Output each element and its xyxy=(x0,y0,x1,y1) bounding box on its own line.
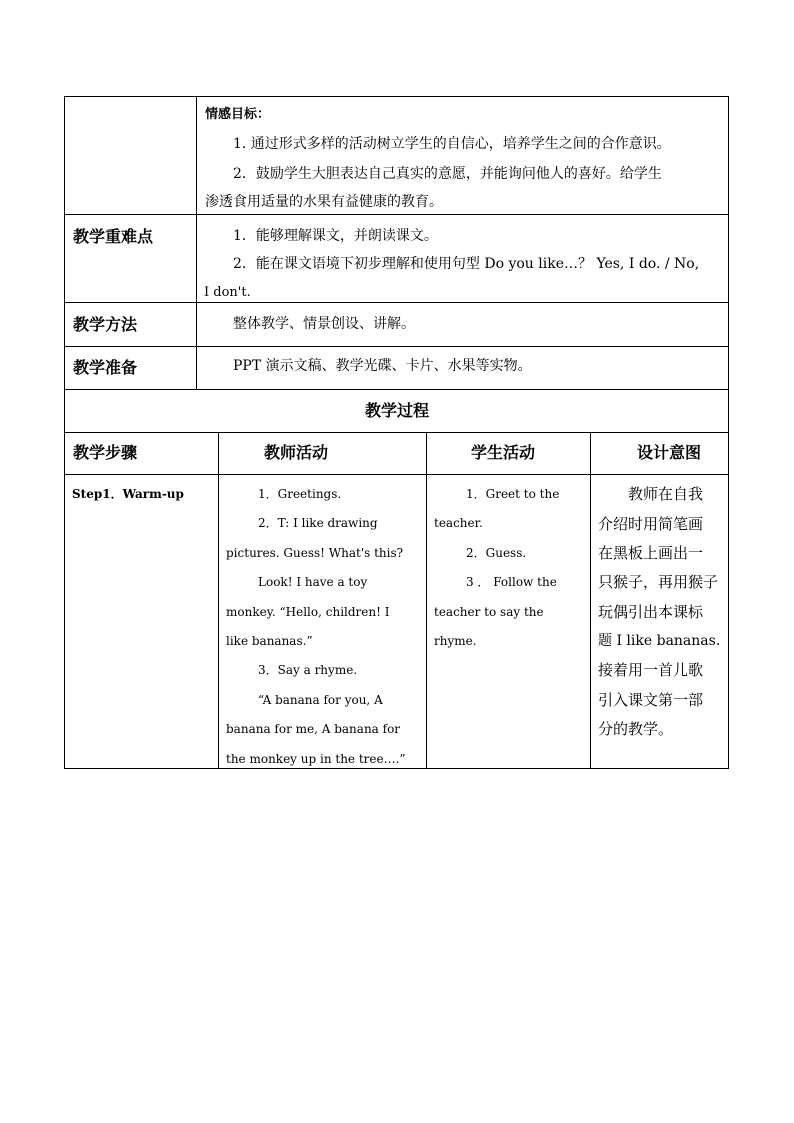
col-header-teacher: 教师活动 xyxy=(264,443,329,462)
teacher-line: like bananas.” xyxy=(226,634,313,648)
column-divider xyxy=(426,432,427,769)
intent-line: 教师在自我 xyxy=(628,485,704,503)
col-header-step: 教学步骤 xyxy=(73,443,138,462)
process-title: 教学过程 xyxy=(364,401,429,420)
intent-line: 只猴子，再用猴子 xyxy=(598,573,719,591)
teacher-line: banana for me, A banana for xyxy=(226,722,401,736)
column-divider xyxy=(590,432,591,769)
table-border-left xyxy=(64,96,65,769)
student-line: rhyme. xyxy=(434,634,477,648)
row-divider xyxy=(64,474,729,475)
preparation-label: 教学准备 xyxy=(73,358,138,377)
intent-line: 题 I like bananas. xyxy=(598,633,721,649)
emotion-goals-item-1: 1. 通过形式多样的活动树立学生的自信心，培养学生之间的合作意识。 xyxy=(233,136,671,152)
teacher-line: pictures. Guess! What's this? xyxy=(226,546,404,560)
student-line: teacher to say the xyxy=(434,605,544,619)
row-divider xyxy=(64,389,729,390)
intent-line: 介绍时用简笔画 xyxy=(598,515,704,533)
preparation-value: PPT 演示文稿、教学光碟、卡片、水果等实物。 xyxy=(233,358,532,374)
student-line: 3 ． Follow the xyxy=(466,575,557,589)
key-points-label: 教学重难点 xyxy=(73,227,154,246)
emotion-goals-item-2: 2．鼓励学生大胆表达自己真实的意愿，并能询问他人的喜好。给学生 xyxy=(233,166,662,182)
key-points-item-2-cont: I don't. xyxy=(204,285,251,300)
intent-line: 引入课文第一部 xyxy=(598,691,704,709)
teacher-line: Look! I have a toy xyxy=(258,575,368,589)
key-points-item-2: 2．能在课文语境下初步理解和使用句型 Do you like…？ Yes, I do. / No, xyxy=(233,256,700,272)
teacher-line: the monkey up in the tree….” xyxy=(226,752,406,766)
column-divider xyxy=(196,96,197,389)
emotion-goals-item-2-cont: 渗透食用适量的水果有益健康的教育。 xyxy=(205,194,443,210)
row-divider xyxy=(64,214,729,215)
teacher-line: monkey. “Hello, children! I xyxy=(226,605,390,619)
intent-line: 在黑板上画出一 xyxy=(598,544,704,562)
intent-line: 玩偶引出本课标 xyxy=(598,603,704,621)
student-line: 2．Guess. xyxy=(466,546,527,560)
row-divider xyxy=(64,302,729,303)
student-line: teacher. xyxy=(434,516,483,530)
student-line: 1．Greet to the xyxy=(466,487,560,501)
row-divider xyxy=(64,346,729,347)
methods-label: 教学方法 xyxy=(73,315,138,334)
col-header-intent: 设计意图 xyxy=(637,443,702,462)
key-points-item-1: 1．能够理解课文，并朗读课文。 xyxy=(233,228,438,244)
methods-value: 整体教学、情景创设、讲解。 xyxy=(233,316,415,332)
row-divider xyxy=(64,432,729,433)
teacher-line: 1．Greetings. xyxy=(258,487,342,501)
intent-line: 分的教学。 xyxy=(598,720,674,738)
col-header-student: 学生活动 xyxy=(471,443,536,462)
teacher-line: 2．T: I like drawing xyxy=(258,516,378,530)
table-border-bottom xyxy=(64,768,729,769)
teacher-line: “A banana for you, A xyxy=(258,693,383,707)
table-border-top xyxy=(64,96,729,97)
step-label: Step1．Warm-up xyxy=(72,487,184,501)
intent-line: 接着用一首儿歌 xyxy=(598,661,704,679)
column-divider xyxy=(218,432,219,769)
emotion-goals-label: 情感目标： xyxy=(205,107,271,122)
table-border-right xyxy=(728,96,729,769)
teacher-line: 3．Say a rhyme. xyxy=(258,663,358,677)
